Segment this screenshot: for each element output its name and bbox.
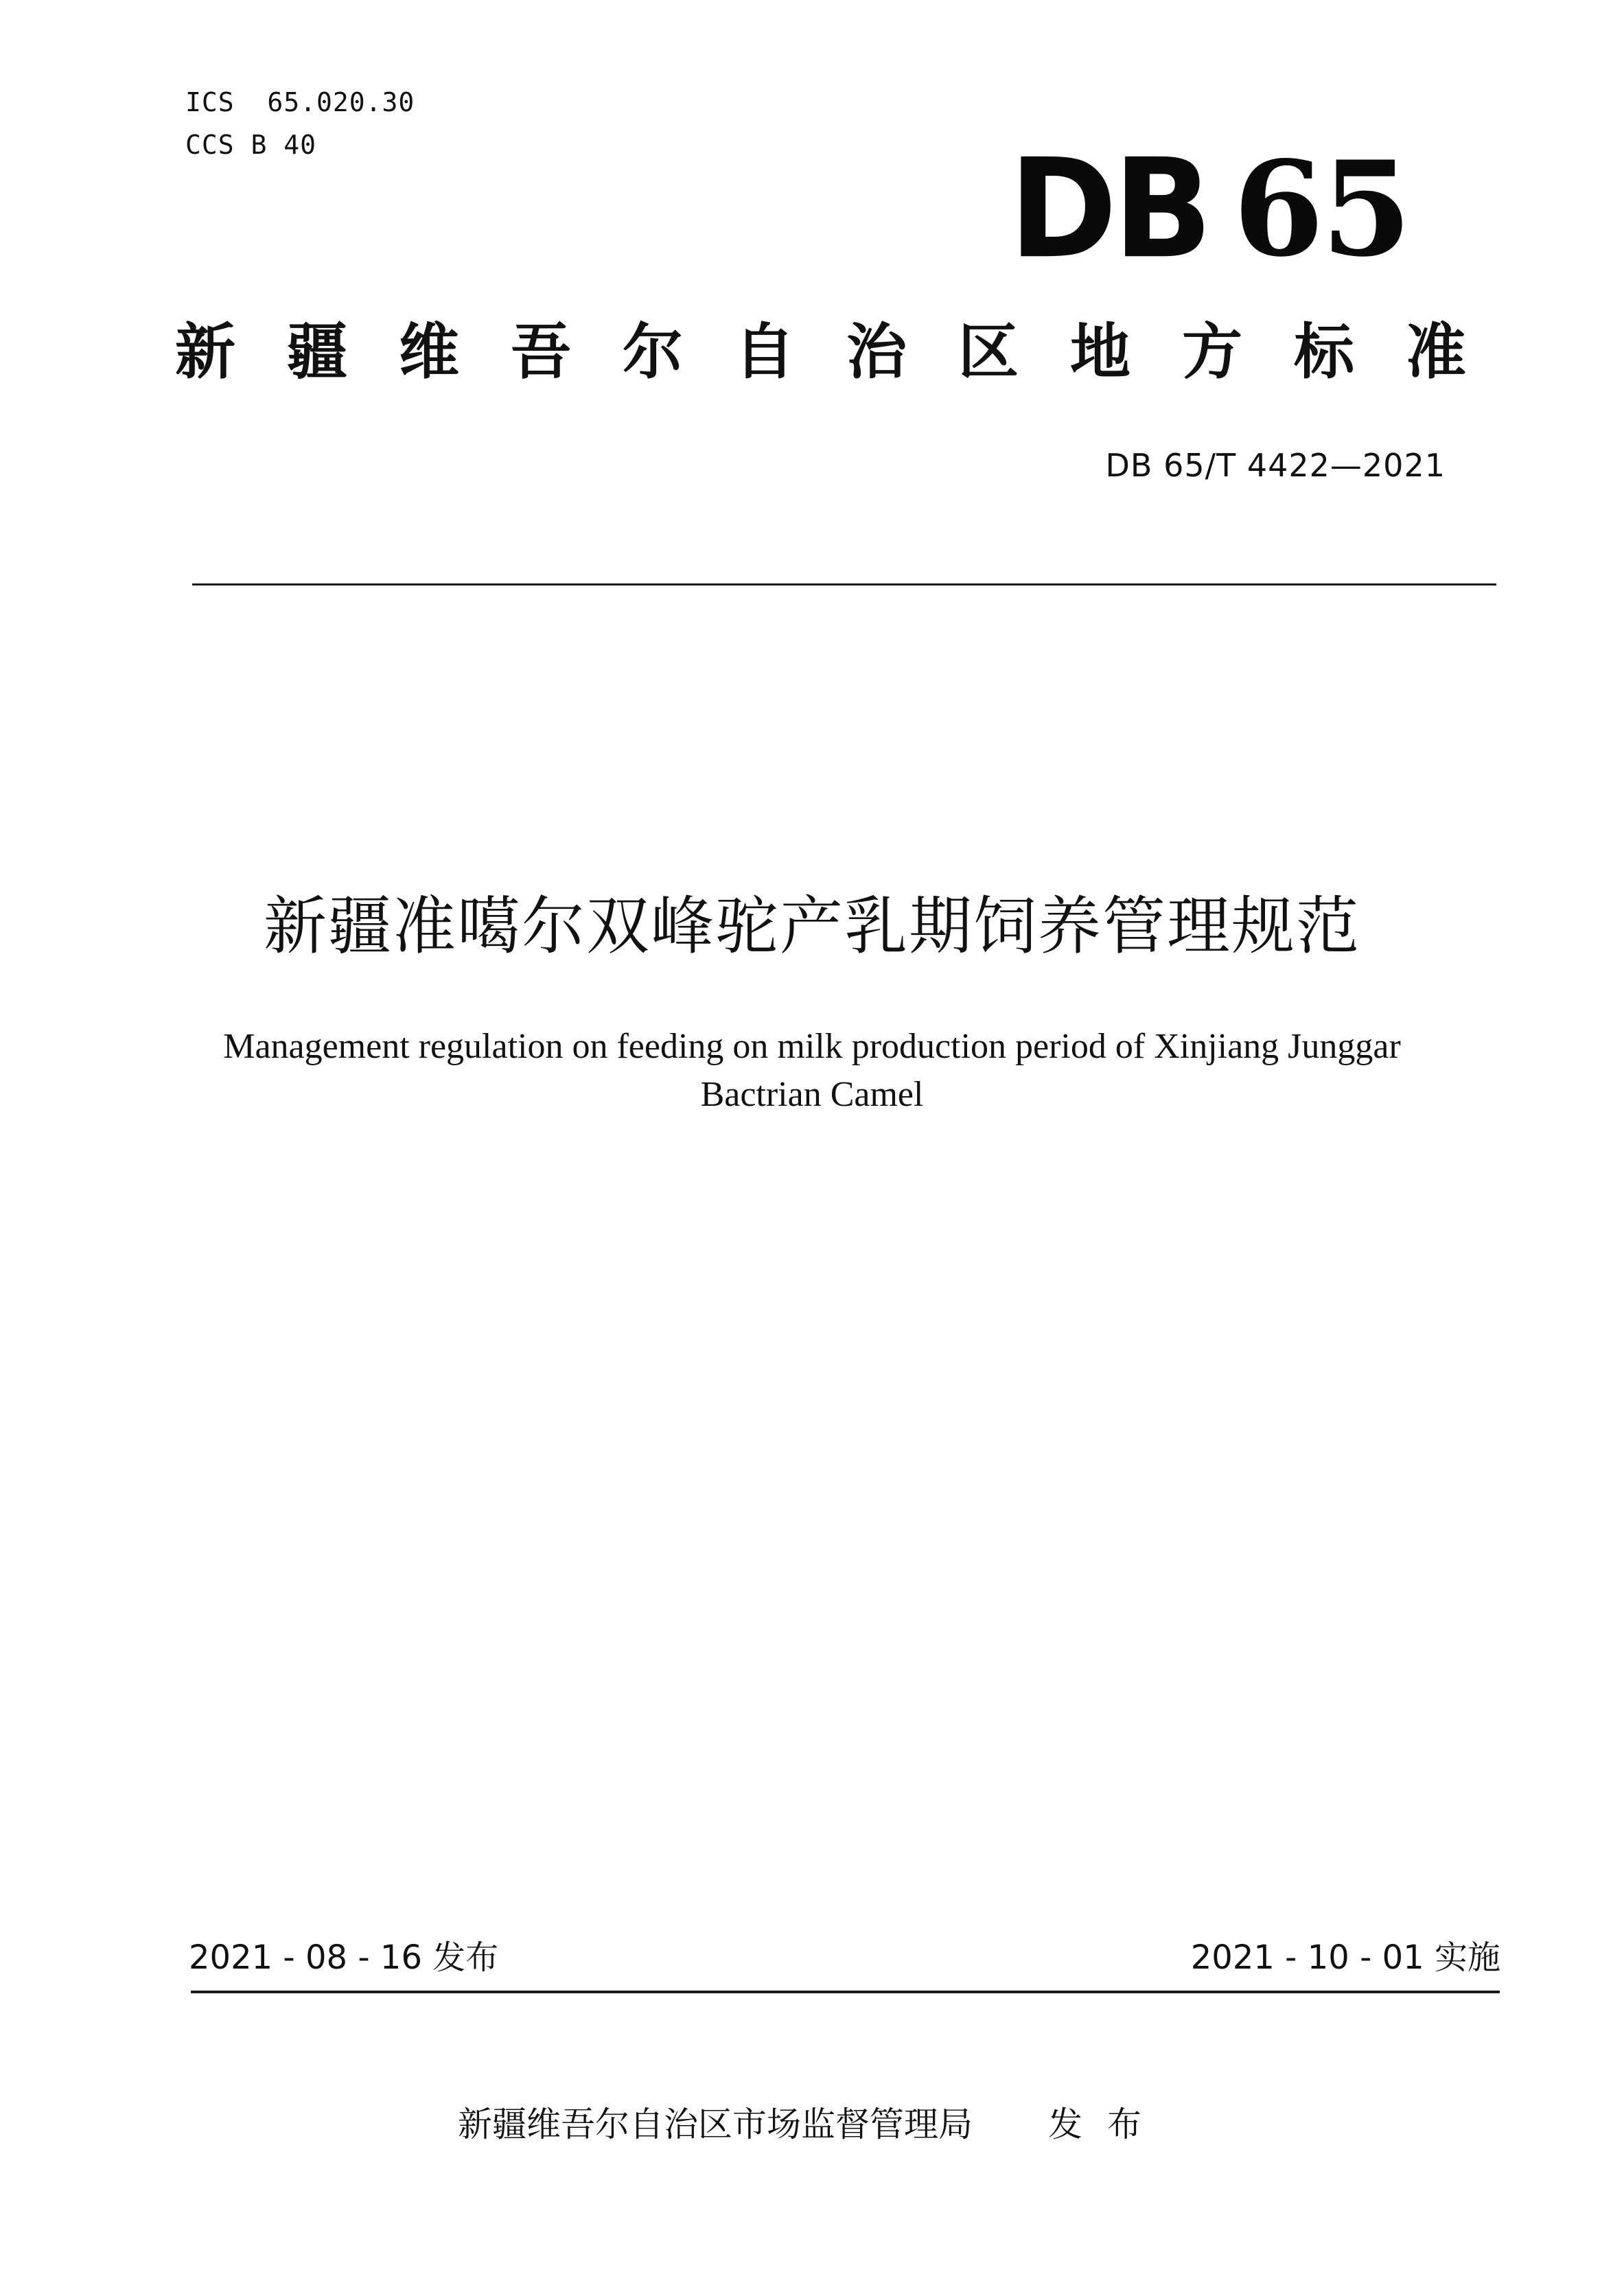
ics-row — [185, 81, 415, 124]
ics-code: 65.020.30 — [267, 87, 415, 117]
standard-number: DB 65/T 4422—2021 — [1105, 447, 1446, 484]
top-divider — [192, 583, 1496, 585]
ccs-row — [185, 124, 415, 166]
logo-letters: DB — [1009, 129, 1209, 289]
implementation-date: 2021 - 10 - 01 实施 — [1190, 1938, 1500, 1977]
issue-date: 2021 - 08 - 16 发布 — [189, 1938, 499, 1977]
title-chinese: 新疆准噶尔双峰驼产乳期饲养管理规范 — [263, 890, 1360, 963]
title-english: Management regulation on feeding on milk production period of Xinjiang Junggar Bactrian Camel — [223, 1027, 1401, 1114]
standard-type-heading: 新疆维吾尔自治区地方标准 — [175, 316, 1518, 387]
logo-number: 65 — [1233, 132, 1409, 286]
publisher-verb: 发布 — [1048, 2104, 1166, 2144]
db65-logo — [1009, 129, 1409, 289]
publisher-line — [0, 2100, 1624, 2148]
ics-label: ICS — [185, 87, 235, 117]
ccs-label: CCS — [185, 130, 235, 160]
publisher-name: 新疆维吾尔自治区市场监督管理局 — [458, 2104, 973, 2144]
bottom-divider — [191, 1991, 1500, 1993]
ccs-code: B 40 — [251, 130, 317, 160]
classification-codes — [185, 81, 415, 166]
